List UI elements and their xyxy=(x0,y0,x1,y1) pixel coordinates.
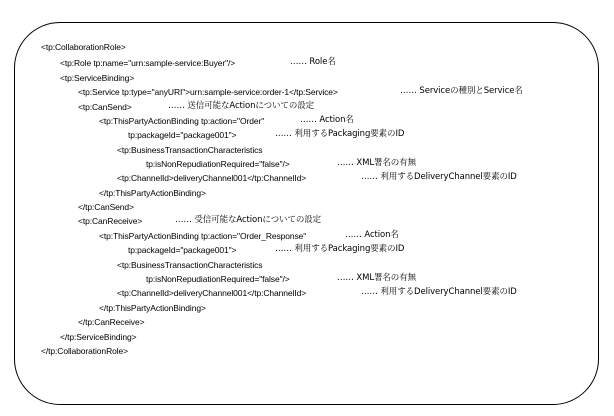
annotation-package-send: …… 利用するPackaging要素のID xyxy=(275,129,405,139)
xml-line: <tp:ChannelId>deliveryChannel001</tp:ChannelId> xyxy=(117,288,307,298)
xml-line: <tp:CanReceive> xyxy=(78,216,143,226)
annotation-channel-recv: …… 利用するDeliveryChannel要素のID xyxy=(361,287,517,297)
xml-line: <tp:ServiceBinding> xyxy=(60,73,135,83)
annotation-role: …… Role名 xyxy=(290,57,336,67)
xml-line: </tp:ThisPartyActionBinding> xyxy=(99,303,206,313)
xml-line: <tp:CollaborationRole> xyxy=(41,42,126,52)
annotation-package-recv: …… 利用するPackaging要素のID xyxy=(275,244,405,254)
xml-line: <tp:Role tp:name="urn:sample-service:Buyer"/> xyxy=(60,58,236,68)
annotation-canreceive: …… 受信可能なActionについての設定 xyxy=(175,215,322,225)
annotation-action-send: …… Action名 xyxy=(300,115,354,125)
annotation-service: …… Serviceの種別とService名 xyxy=(400,86,523,96)
annotation-xml-signature-recv: …… XML署名の有無 xyxy=(337,273,416,283)
xml-line: </tp:CanSend> xyxy=(78,202,134,212)
xml-line: tp:isNonRepudiationRequired="false"/> xyxy=(146,159,290,169)
annotation-xml-signature-send: …… XML署名の有無 xyxy=(337,158,416,168)
annotation-action-recv: …… Action名 xyxy=(345,230,399,240)
xml-line: <tp:CanSend> xyxy=(78,102,132,112)
xml-line: <tp:ChannelId>deliveryChannel001</tp:ChannelId> xyxy=(117,173,307,183)
xml-line: <tp:BusinessTransactionCharacteristics xyxy=(117,145,263,155)
xml-line: tp:packageId="package001"> xyxy=(128,130,237,140)
xml-line: </tp:ServiceBinding> xyxy=(60,332,137,342)
xml-line: </tp:CanReceive> xyxy=(78,317,145,327)
xml-line: </tp:CollaborationRole> xyxy=(41,346,129,356)
xml-line: <tp:BusinessTransactionCharacteristics xyxy=(117,260,263,270)
xml-line: <tp:Service tp:type="anyURI">urn:sample-service:order-1</tp:Service> xyxy=(78,87,338,97)
xml-line: tp:isNonRepudiationRequired="false"/> xyxy=(146,274,290,284)
xml-line: <tp:ThisPartyActionBinding tp:action="Order" xyxy=(99,116,265,126)
code-listing-panel xyxy=(14,22,599,405)
xml-line: <tp:ThisPartyActionBinding tp:action="Order_Response" xyxy=(99,231,307,241)
annotation-channel-send: …… 利用するDeliveryChannel要素のID xyxy=(361,172,517,182)
annotation-cansend: …… 送信可能なActionについての設定 xyxy=(168,101,315,111)
xml-line: </tp:ThisPartyActionBinding> xyxy=(99,188,206,198)
xml-line: tp:packageId="package001"> xyxy=(128,245,237,255)
